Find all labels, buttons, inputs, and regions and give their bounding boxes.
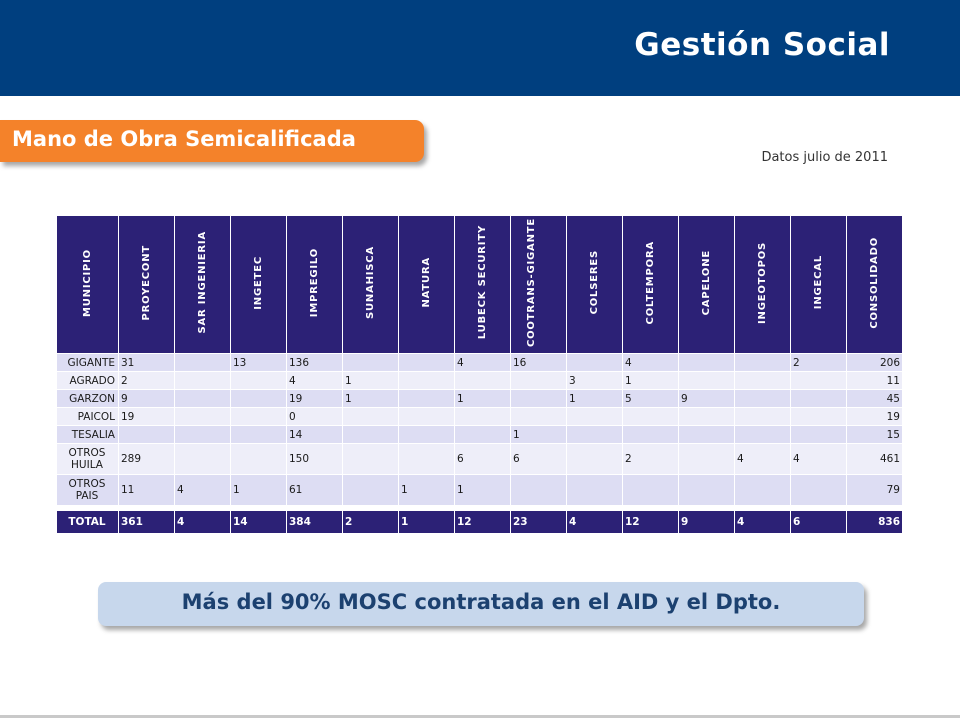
column-header-proyecont: PROYECONT [119, 216, 175, 354]
table-cell: 15 [847, 426, 903, 444]
table-cell: 4 [455, 354, 511, 372]
table-cell: 206 [847, 354, 903, 372]
table-cell [567, 444, 623, 475]
table-cell: 5 [623, 390, 679, 408]
footer-divider [0, 715, 960, 718]
table-cell [343, 475, 399, 506]
slide-title: Gestión Social [634, 27, 890, 63]
table-cell: 45 [847, 390, 903, 408]
table-row [57, 475, 903, 506]
labor-table [56, 215, 903, 534]
table-cell: 14 [287, 426, 343, 444]
column-header-ingetec: INGETEC [231, 216, 287, 354]
table-cell: 136 [287, 354, 343, 372]
table-cell [567, 426, 623, 444]
table-cell: 2 [791, 354, 847, 372]
section-badge [0, 120, 424, 162]
table-cell: 13 [231, 354, 287, 372]
table-cell: 461 [847, 444, 903, 475]
total-cell: 361 [119, 511, 175, 534]
row-label-cell: GIGANTE [57, 354, 119, 372]
table-cell [343, 408, 399, 426]
table-cell: 4 [175, 475, 231, 506]
table-cell [399, 426, 455, 444]
row-label-cell: GARZON [57, 390, 119, 408]
table-cell: 1 [455, 475, 511, 506]
table-cell [455, 408, 511, 426]
table-cell: 6 [455, 444, 511, 475]
column-header-coltempora: COLTEMPORA [623, 216, 679, 354]
table-cell: 1 [511, 426, 567, 444]
table-cell: 4 [735, 444, 791, 475]
table-cell: 4 [623, 354, 679, 372]
table-cell: 61 [287, 475, 343, 506]
table-cell [175, 372, 231, 390]
table-cell: 0 [287, 408, 343, 426]
table-cell [735, 372, 791, 390]
table-cell: 79 [847, 475, 903, 506]
column-header-capelone: CAPELONE [679, 216, 735, 354]
table-cell: 150 [287, 444, 343, 475]
table-cell: 3 [567, 372, 623, 390]
column-header-consolidado: CONSOLIDADO [847, 216, 903, 354]
table-cell [511, 475, 567, 506]
table-cell: 4 [287, 372, 343, 390]
table-cell [231, 390, 287, 408]
table-row [57, 354, 903, 372]
total-cell: 2 [343, 511, 399, 534]
table-cell [343, 354, 399, 372]
table-cell [175, 444, 231, 475]
table-cell [455, 426, 511, 444]
table-cell: 31 [119, 354, 175, 372]
column-header-lubeck-security: LUBECK SECURITY [455, 216, 511, 354]
table-cell [567, 408, 623, 426]
table-header-row [57, 216, 903, 354]
total-cell: 1 [399, 511, 455, 534]
table-cell: 2 [623, 444, 679, 475]
table-cell [399, 354, 455, 372]
total-cell: 4 [175, 511, 231, 534]
table-row [57, 372, 903, 390]
table-cell: 11 [119, 475, 175, 506]
table-cell [399, 408, 455, 426]
table-cell [791, 426, 847, 444]
table-cell [735, 408, 791, 426]
table-cell [679, 408, 735, 426]
table-cell [399, 372, 455, 390]
table-cell [791, 390, 847, 408]
table-cell [175, 426, 231, 444]
total-cell: 12 [623, 511, 679, 534]
table-body [57, 354, 903, 534]
table-cell [679, 372, 735, 390]
table-cell: 16 [511, 354, 567, 372]
table-cell: 1 [567, 390, 623, 408]
table-row [57, 426, 903, 444]
total-cell: 4 [735, 511, 791, 534]
row-label-cell: AGRADO [57, 372, 119, 390]
table-cell: 1 [623, 372, 679, 390]
table-cell: 9 [119, 390, 175, 408]
table-cell [679, 475, 735, 506]
table-cell: 19 [847, 408, 903, 426]
total-cell: 23 [511, 511, 567, 534]
table-cell [511, 408, 567, 426]
table-cell: 11 [847, 372, 903, 390]
table-cell [679, 426, 735, 444]
table-cell [399, 390, 455, 408]
column-header-ingecal: INGECAL [791, 216, 847, 354]
table-row [57, 390, 903, 408]
table-cell: 1 [455, 390, 511, 408]
table-cell [679, 444, 735, 475]
table-cell: 2 [119, 372, 175, 390]
date-note: Datos julio de 2011 [761, 150, 888, 165]
table-total-row [57, 511, 903, 534]
table-cell: 19 [119, 408, 175, 426]
table-cell [567, 354, 623, 372]
table-cell [455, 372, 511, 390]
table-cell [343, 426, 399, 444]
table-cell [231, 372, 287, 390]
total-cell: 6 [791, 511, 847, 534]
total-label-cell: TOTAL [57, 511, 119, 534]
table-row [57, 408, 903, 426]
table-cell [735, 426, 791, 444]
table-cell: 1 [231, 475, 287, 506]
column-header-colseres: COLSERES [567, 216, 623, 354]
table-cell [175, 354, 231, 372]
row-label-cell: OTROS HUILA [57, 444, 119, 475]
table-cell [735, 390, 791, 408]
table-cell: 6 [511, 444, 567, 475]
table-cell [623, 475, 679, 506]
row-label-cell: OTROS PAIS [57, 475, 119, 506]
column-header-cootrans-gigante: COOTRANS-GIGANTE [511, 216, 567, 354]
row-label-cell: PAICOL [57, 408, 119, 426]
table-cell [791, 408, 847, 426]
table-cell [119, 426, 175, 444]
column-header-natura: NATURA [399, 216, 455, 354]
table-cell: 289 [119, 444, 175, 475]
table-cell [735, 354, 791, 372]
total-cell: 9 [679, 511, 735, 534]
table-cell [511, 372, 567, 390]
table-cell [231, 408, 287, 426]
table-cell: 1 [343, 372, 399, 390]
table-cell [567, 475, 623, 506]
callout-banner [98, 582, 864, 626]
total-cell: 14 [231, 511, 287, 534]
table-cell [623, 408, 679, 426]
table-cell [735, 475, 791, 506]
row-label-cell: TESALIA [57, 426, 119, 444]
total-cell: 384 [287, 511, 343, 534]
table-row [57, 444, 903, 475]
column-header-ingeotopos: INGEOTOPOS [735, 216, 791, 354]
table-cell: 1 [399, 475, 455, 506]
column-header-impregilo: IMPREGILO [287, 216, 343, 354]
table-cell [791, 475, 847, 506]
table-cell [623, 426, 679, 444]
column-header-sunahisca: SUNAHISCA [343, 216, 399, 354]
table-cell [679, 354, 735, 372]
table-cell [231, 426, 287, 444]
table-cell [175, 408, 231, 426]
table-cell: 19 [287, 390, 343, 408]
table-cell: 1 [343, 390, 399, 408]
table-cell [175, 390, 231, 408]
total-cell: 836 [847, 511, 903, 534]
callout-text: Más del 90% MOSC contratada en el AID y el Dpto. [181, 590, 781, 614]
table-cell [791, 372, 847, 390]
column-header-sar-ingenieria: SAR INGENIERIA [175, 216, 231, 354]
total-cell: 12 [455, 511, 511, 534]
table-cell: 4 [791, 444, 847, 475]
labor-table-container [56, 215, 902, 534]
table-cell [399, 444, 455, 475]
column-header-municipio: MUNICIPIO [57, 216, 119, 354]
table-cell [343, 444, 399, 475]
table-cell: 9 [679, 390, 735, 408]
total-cell: 4 [567, 511, 623, 534]
section-title: Mano de Obra Semicalificada [12, 127, 356, 151]
table-cell [511, 390, 567, 408]
table-cell [231, 444, 287, 475]
